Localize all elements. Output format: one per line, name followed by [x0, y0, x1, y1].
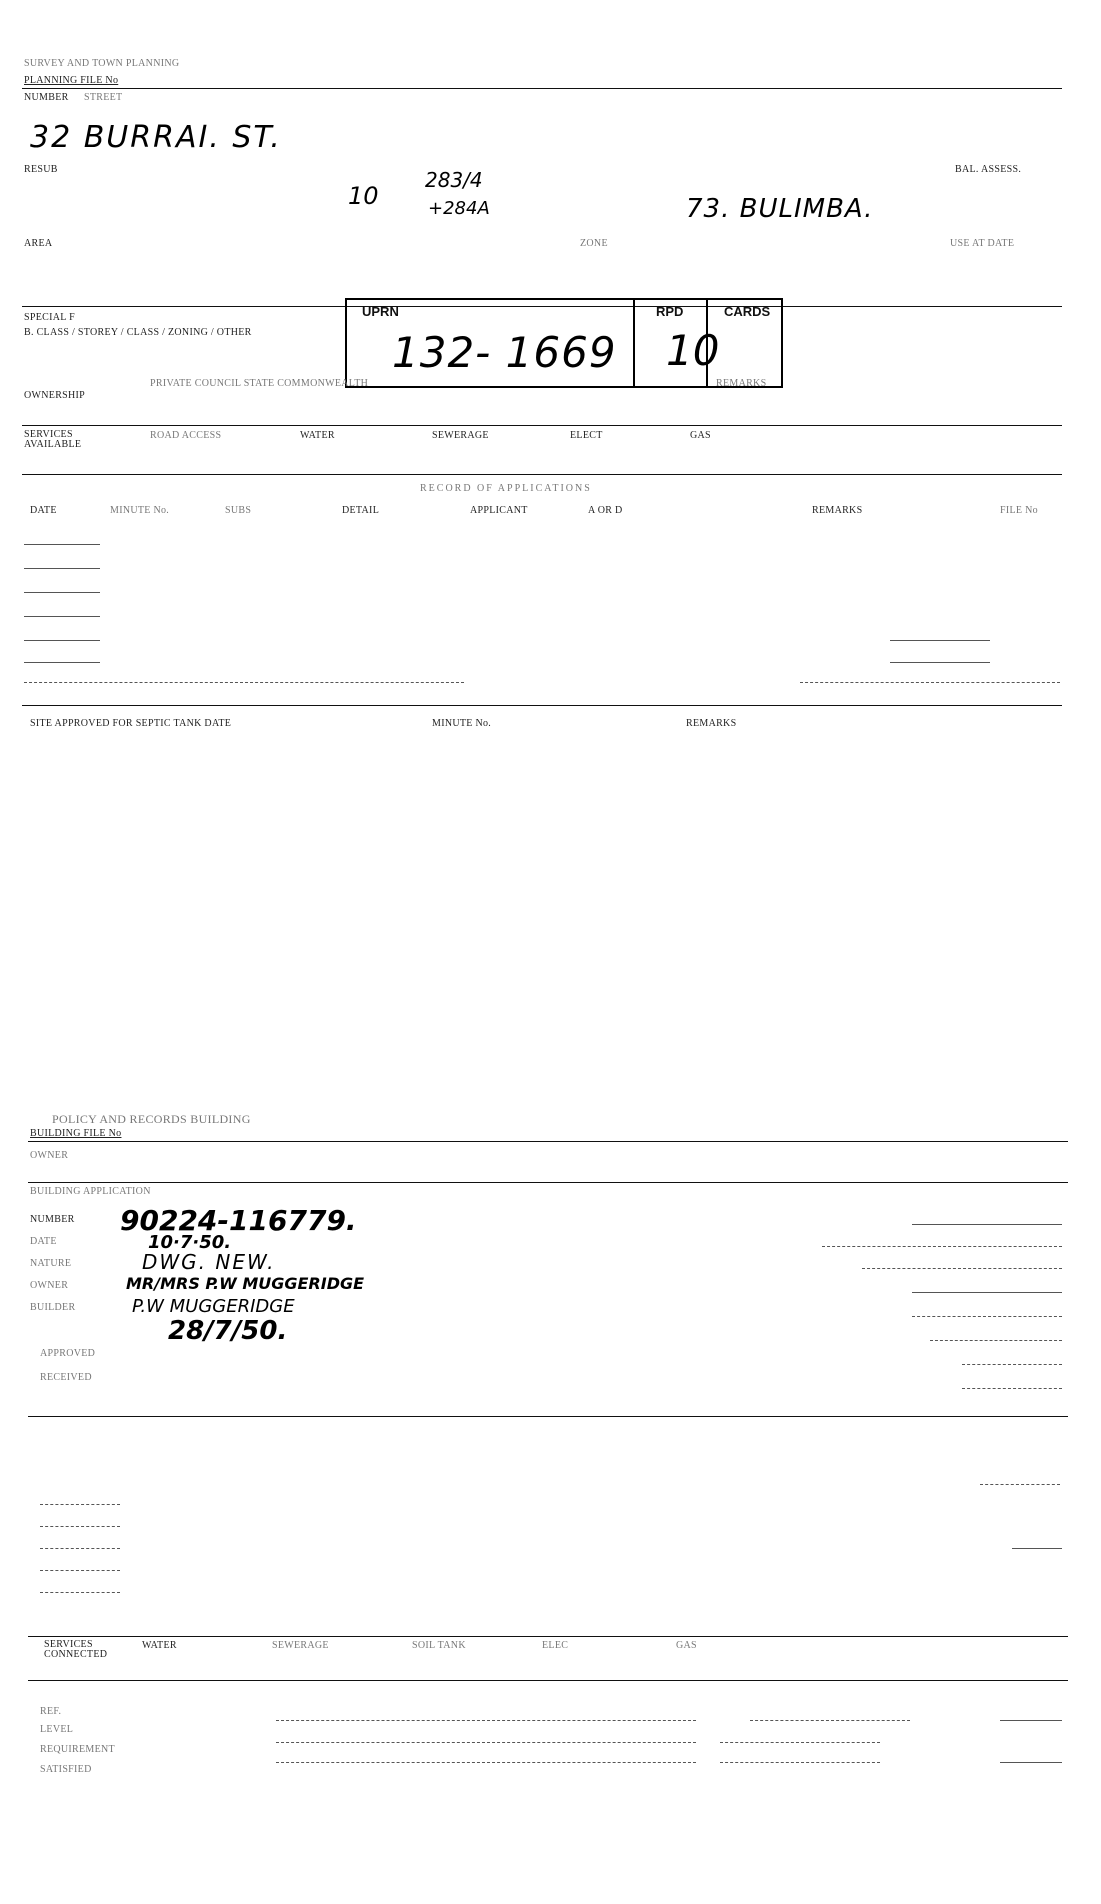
building-file-label: BUILDING FILE No — [30, 1128, 122, 1139]
planning-file-label: PLANNING FILE No — [24, 75, 119, 86]
nature-field-label: NATURE — [30, 1258, 72, 1269]
requirement-label: REQUIREMENT — [40, 1744, 115, 1755]
builder-field-label: BUILDER — [30, 1302, 76, 1313]
address-handwritten: 32 BURRAI. ST. — [30, 120, 282, 155]
septic-remarks-label: REMARKS — [686, 718, 737, 729]
area-label: AREA — [24, 238, 53, 249]
services-label: SERVICES AVAILABLE — [24, 429, 82, 450]
services-rule — [22, 425, 1062, 426]
record-header: RECORD OF APPLICATIONS — [420, 483, 592, 494]
application-rule — [28, 1182, 1068, 1183]
service-road: ROAD ACCESS — [150, 430, 222, 441]
resub-label: RESUB — [24, 164, 58, 175]
ownership-label: OWNERSHIP — [24, 390, 86, 401]
table-row — [890, 640, 990, 641]
connected-gas: GAS — [676, 1640, 697, 1651]
number-label: NUMBER — [24, 92, 69, 103]
top-rule — [22, 88, 1062, 89]
ref-label: REF. — [40, 1706, 62, 1717]
table-row — [890, 662, 990, 663]
rpd-value: 10 — [666, 326, 720, 375]
service-elect: ELECT — [570, 430, 603, 441]
col-date: DATE — [30, 505, 57, 516]
application-row-faint: BUILDING APPLICATION — [30, 1186, 151, 1197]
services-connected-label: SERVICES CONNECTED — [44, 1639, 108, 1660]
col-minute: MINUTE No. — [110, 505, 170, 516]
table-row — [24, 568, 100, 569]
table-row — [24, 592, 100, 593]
date-field-label: DATE — [30, 1236, 57, 1247]
lower-rule — [28, 1680, 1068, 1681]
services-connected-rule — [28, 1636, 1068, 1637]
approved-handwritten: 28/7/50. — [168, 1316, 288, 1346]
parish-handwritten: 73. BULIMBA. — [686, 194, 874, 224]
table-row — [24, 640, 100, 641]
septic-label: SITE APPROVED FOR SEPTIC TANK DATE — [30, 718, 232, 729]
col-detail: DETAIL — [342, 505, 380, 516]
connected-sewerage: SEWERAGE — [272, 1640, 329, 1651]
nature-handwritten: DWG. NEW. — [142, 1250, 276, 1274]
builder-handwritten: P.W MUGGERIDGE — [132, 1296, 295, 1317]
col-remarks: REMARKS — [812, 505, 863, 516]
septic-minute-label: MINUTE No. — [432, 718, 492, 729]
date-handwritten: 10·7·50. — [148, 1232, 232, 1253]
street-label: STREET — [84, 92, 123, 103]
uprn-label: UPRN — [362, 304, 399, 319]
table-row — [24, 662, 100, 663]
mid-rule — [28, 1416, 1068, 1417]
bottom-top-rule — [28, 1141, 1068, 1142]
uprn-divider — [633, 300, 635, 386]
connected-elec: ELEC — [542, 1640, 569, 1651]
top-card-header: SURVEY AND TOWN PLANNING — [24, 58, 180, 69]
table-row — [24, 682, 464, 683]
number-field-label: NUMBER — [30, 1214, 75, 1225]
connected-soil-tank: SOIL TANK — [412, 1640, 466, 1651]
bal-assess-label: BAL. ASSESS. — [955, 164, 1022, 175]
col-file: FILE No — [1000, 505, 1038, 516]
owner-field-label: OWNER — [30, 1280, 69, 1291]
table-row — [24, 544, 100, 545]
rpd-label: RPD — [656, 304, 684, 319]
service-water: WATER — [300, 430, 335, 441]
class-label: B. CLASS / STOREY / CLASS / ZONING / OTHER — [24, 327, 252, 338]
ownership-options: PRIVATE COUNCIL STATE COMMONWEALTH — [150, 378, 369, 389]
service-sewerage: SEWERAGE — [432, 430, 489, 441]
lot-handwritten: 10 — [348, 182, 379, 210]
plan-handwritten-1: 283/4 — [425, 168, 483, 192]
table-row — [24, 616, 100, 617]
bottom-card-header: POLICY AND RECORDS BUILDING — [52, 1112, 251, 1126]
septic-rule — [22, 705, 1062, 706]
plan-handwritten-2: +284A — [428, 198, 490, 219]
uprn-value: 132- 1669 — [392, 328, 617, 377]
owner-row-faint: OWNER — [30, 1150, 69, 1161]
approved-field-label: APPROVED — [40, 1348, 96, 1359]
level-label: LEVEL — [40, 1724, 74, 1735]
col-a-or-d: A OR D — [588, 505, 623, 516]
remarks-faint-label: REMARKS — [716, 378, 767, 389]
received-field-label: RECEIVED — [40, 1372, 92, 1383]
satisfied-label: SATISFIED — [40, 1764, 92, 1775]
col-subs: SUBS — [225, 505, 252, 516]
usage-label: USE AT DATE — [950, 238, 1015, 249]
table-row — [800, 682, 1060, 683]
owner-handwritten: MR/MRS P.W MUGGERIDGE — [126, 1274, 365, 1293]
number-handwritten: 90224-116779. — [120, 1204, 357, 1237]
zone-label: ZONE — [580, 238, 608, 249]
cards-label: CARDS — [724, 304, 771, 319]
connected-water: WATER — [142, 1640, 177, 1651]
record-rule — [22, 474, 1062, 475]
special-label: SPECIAL F — [24, 312, 75, 323]
service-gas: GAS — [690, 430, 711, 441]
col-applicant: APPLICANT — [470, 505, 528, 516]
